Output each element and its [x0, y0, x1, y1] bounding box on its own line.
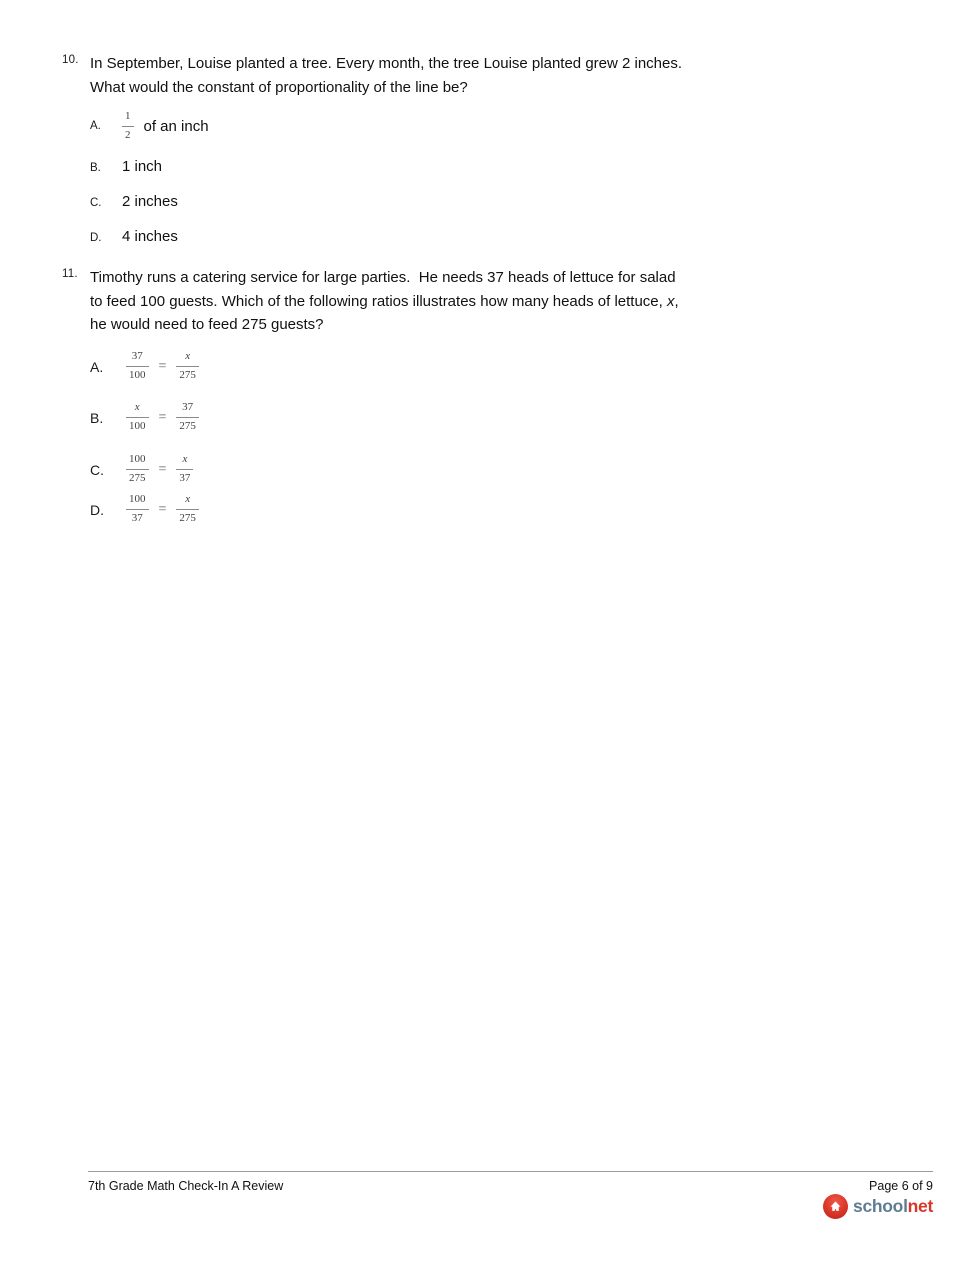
question-text-line: he would need to feed 275 guests?: [90, 316, 324, 333]
fraction: [126, 401, 149, 434]
option-label: B.: [90, 409, 104, 426]
option-a: [90, 350, 679, 384]
equals-sign: =: [158, 501, 167, 517]
fraction-numerator: x: [126, 401, 149, 418]
option-c: [90, 453, 679, 487]
question-11-options: [90, 350, 679, 527]
question-text-segment: ,: [674, 292, 679, 310]
fraction-denominator: 37: [131, 512, 143, 524]
fraction: [126, 350, 149, 383]
option-b: [90, 153, 682, 180]
option-text: 4 inches: [122, 228, 178, 245]
fraction-numerator: x: [176, 493, 199, 510]
question-11-body: [90, 266, 679, 535]
fraction-denominator: 275: [179, 369, 196, 381]
question-10-options: [90, 109, 682, 250]
proportion-equation: [126, 493, 199, 526]
question-text-line: In September, Louise planted a tree. Every month, the tree Louise planted grew 2 inches.: [90, 55, 683, 72]
page-number: Page 6 of 9: [869, 1179, 933, 1193]
fraction-numerator: 1: [122, 110, 134, 127]
logo-wordmark: [853, 1196, 933, 1217]
fraction: [122, 110, 134, 143]
fraction: [126, 453, 149, 486]
fraction-numerator: 100: [126, 493, 149, 510]
option-c: [90, 188, 682, 215]
question-text-line: [90, 290, 679, 314]
option-d: [90, 493, 679, 527]
fraction-numerator: 37: [126, 350, 149, 367]
fraction-denominator: 100: [129, 420, 146, 432]
question-text-line: Timothy runs a catering service for large parties. He needs 37 heads of lettuce for salad: [90, 269, 676, 286]
option-label: B.: [90, 162, 101, 174]
proportion-equation: [126, 350, 199, 383]
option-label: D.: [90, 501, 104, 518]
question-text-line: What would the constant of proportionality of the line be?: [90, 78, 468, 96]
fraction-denominator: 37: [179, 472, 191, 484]
fraction-denominator: 100: [129, 369, 146, 381]
fraction: [176, 401, 199, 434]
equals-sign: =: [158, 461, 167, 477]
option-label: A.: [90, 120, 101, 132]
logo-word-net: net: [907, 1196, 933, 1216]
option-label: C.: [90, 197, 102, 209]
fraction: [176, 350, 199, 383]
question-text-segment: to feed 100 guests. Which of the following ratios illustrates how many heads of lettuce,: [90, 292, 667, 310]
option-label: A.: [90, 358, 104, 375]
home-icon: [823, 1194, 848, 1219]
fraction-numerator: 37: [176, 401, 199, 418]
question-10-body: [90, 52, 682, 258]
page-footer: [88, 1171, 933, 1219]
option-text: of an inch: [143, 117, 209, 135]
option-text: 1 inch: [122, 158, 163, 175]
fraction-numerator: x: [176, 453, 193, 470]
option-label: D.: [90, 232, 102, 244]
schoolnet-logo: [88, 1194, 933, 1219]
proportion-equation: [126, 453, 193, 486]
question-number: 11.: [62, 268, 78, 280]
equals-sign: =: [158, 409, 167, 425]
question-11: [62, 266, 679, 535]
option-d: [90, 223, 682, 250]
equals-sign: =: [158, 358, 167, 374]
fraction: [176, 493, 199, 526]
option-b: [90, 401, 679, 435]
option-text: 2 inches: [122, 193, 178, 210]
fraction-denominator: 275: [129, 472, 146, 484]
question-number: 10.: [62, 54, 79, 66]
fraction: [126, 493, 149, 526]
fraction: [176, 453, 193, 486]
fraction-numerator: x: [176, 350, 199, 367]
variable-x: x: [666, 292, 675, 310]
logo-word-school: school: [853, 1196, 908, 1216]
option-label: C.: [90, 461, 104, 478]
fraction-numerator: 100: [126, 453, 149, 470]
document-title: 7th Grade Math Check-In A Review: [88, 1179, 284, 1193]
proportion-equation: [126, 401, 199, 434]
fraction-denominator: 2: [125, 128, 131, 141]
fraction-denominator: 275: [179, 512, 196, 524]
fraction-denominator: 275: [179, 420, 196, 432]
footer-text-row: [88, 1179, 933, 1193]
option-a: [90, 109, 682, 143]
question-10: [62, 52, 682, 258]
footer-divider: [88, 1171, 933, 1172]
